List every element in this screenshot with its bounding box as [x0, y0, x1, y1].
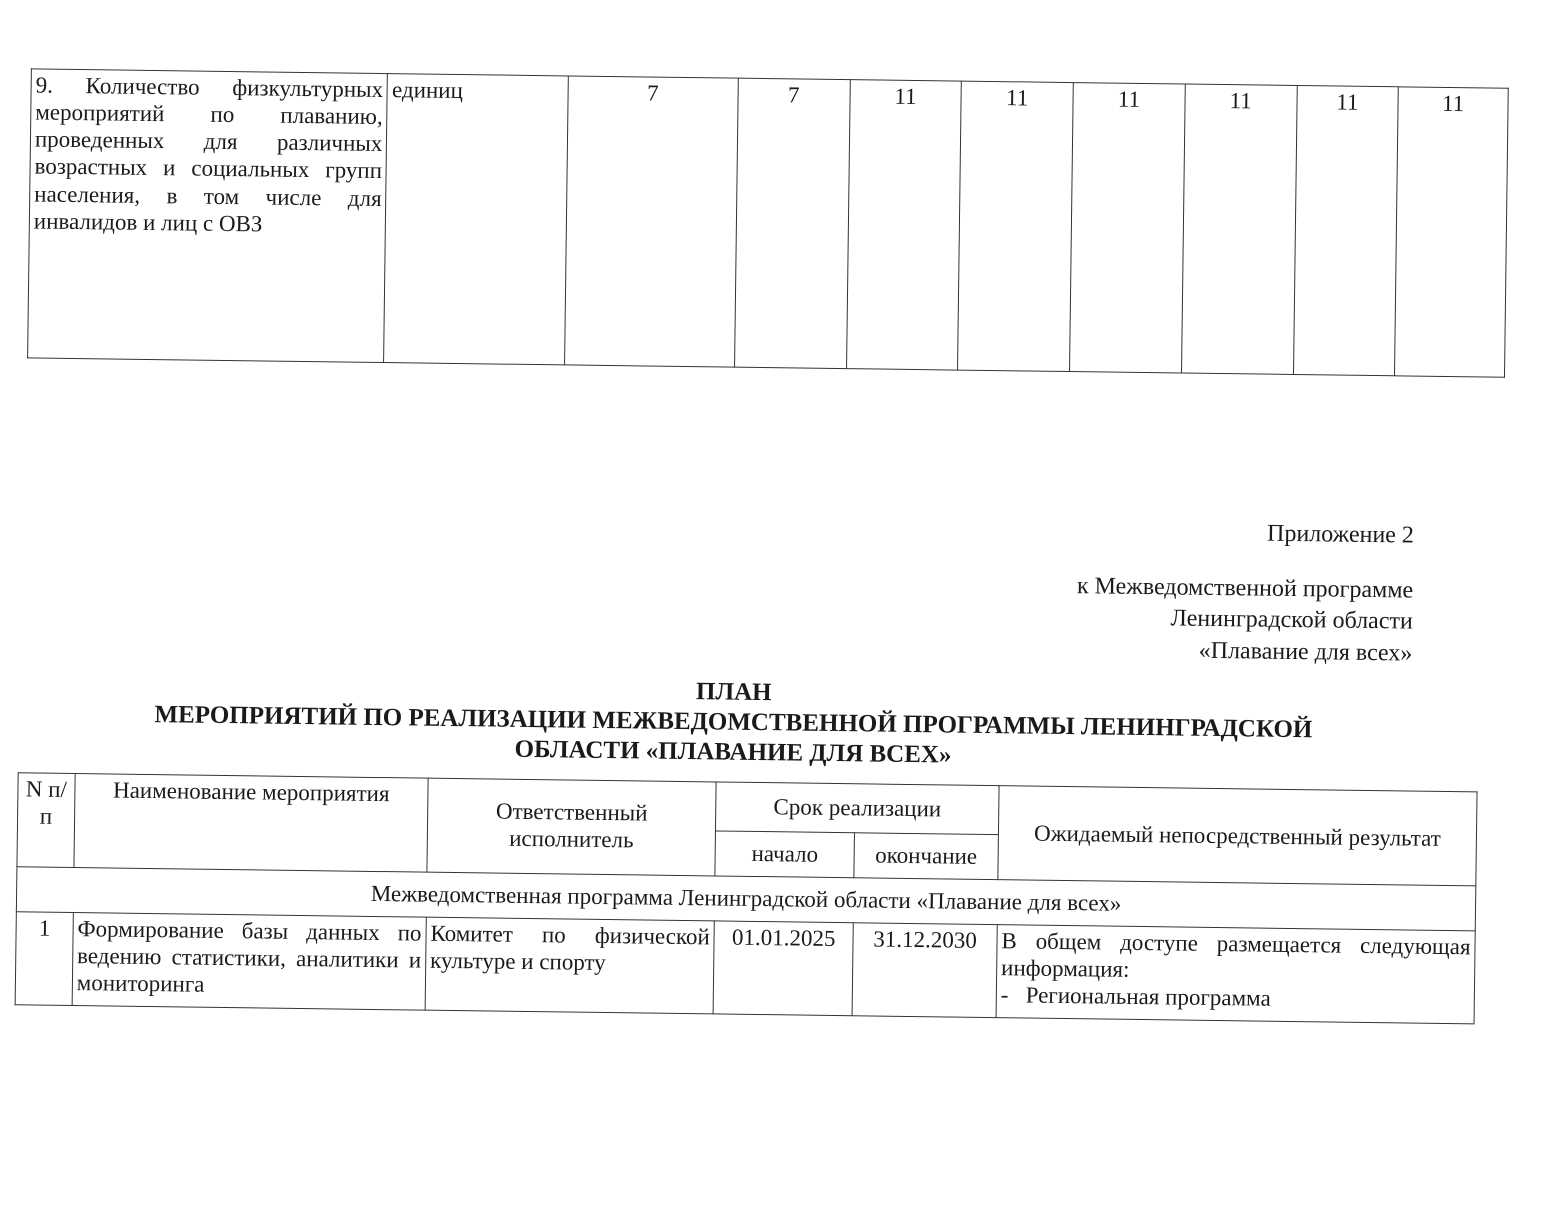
indicator-value: 7: [734, 78, 850, 368]
plan-title: [58, 669, 1409, 777]
indicator-value: 11: [1181, 84, 1297, 374]
header-start: начало: [715, 831, 854, 878]
plan-title-line: ОБЛАСТИ «ПЛАВАНИЕ ДЛЯ ВСЕХ»: [514, 735, 952, 769]
row-num: 1: [15, 912, 73, 1006]
header-executor: Ответственный исполнитель: [427, 778, 717, 876]
indicator-table: [27, 68, 1509, 377]
appendix-line: Ленинградской области: [1170, 605, 1413, 635]
header-result: Ожидаемый непосредственный результат: [998, 786, 1477, 886]
appendix-header: [1076, 516, 1414, 669]
indicator-value: 11: [846, 80, 962, 370]
section-title: Межведомственная программа Ленинградской области «Плавание для всех»: [16, 867, 1475, 931]
indicator-value: 11: [1293, 85, 1398, 375]
indicator-value: 11: [1395, 87, 1509, 377]
header-end: окончание: [854, 833, 998, 880]
plan-table: [15, 772, 1478, 1024]
plan-title-line: МЕРОПРИЯТИЙ ПО РЕАЛИЗАЦИИ МЕЖВЕДОМСТВЕННОЙ ПРОГРАММЫ ЛЕНИНГРАДСКОЙ: [154, 701, 1313, 744]
plan-title-line: ПЛАН: [695, 678, 772, 707]
row-end: 31.12.2030: [852, 923, 997, 1018]
row-start: 01.01.2025: [713, 921, 853, 1016]
header-period: Срок реализации: [716, 782, 999, 835]
row-result: [996, 925, 1475, 1024]
row-name: Формирование базы данных по ведению статистики, аналитики и мониторинга: [72, 913, 426, 1011]
row-executor: Комитет по физической культуре и спорту: [425, 917, 715, 1014]
row-result-intro: В общем доступе размещается следующая информация:: [1000, 928, 1471, 982]
header-name: Наименование мероприятия: [74, 774, 428, 873]
indicator-value: 11: [1070, 83, 1186, 373]
table-row: [15, 912, 1475, 1024]
table-row: [28, 69, 1509, 377]
indicator-value: 11: [958, 81, 1074, 371]
appendix-line: к Межведомственной программе: [1076, 573, 1414, 604]
header-num: N п/п: [17, 773, 75, 868]
indicator-unit: единиц: [384, 74, 568, 365]
indicator-name: 9. Количество физкультурных мероприятий по плаванию, проведенных для различных возрастных и социальных групп населения, в том числе для инвалидов и лиц с ОВЗ: [28, 69, 388, 363]
row-result-item: - Региональная программа: [1000, 982, 1271, 1011]
indicator-value: 7: [564, 76, 738, 367]
appendix-title: Приложение 2: [1266, 520, 1415, 549]
appendix-line: «Плавание для всех»: [1198, 637, 1413, 667]
